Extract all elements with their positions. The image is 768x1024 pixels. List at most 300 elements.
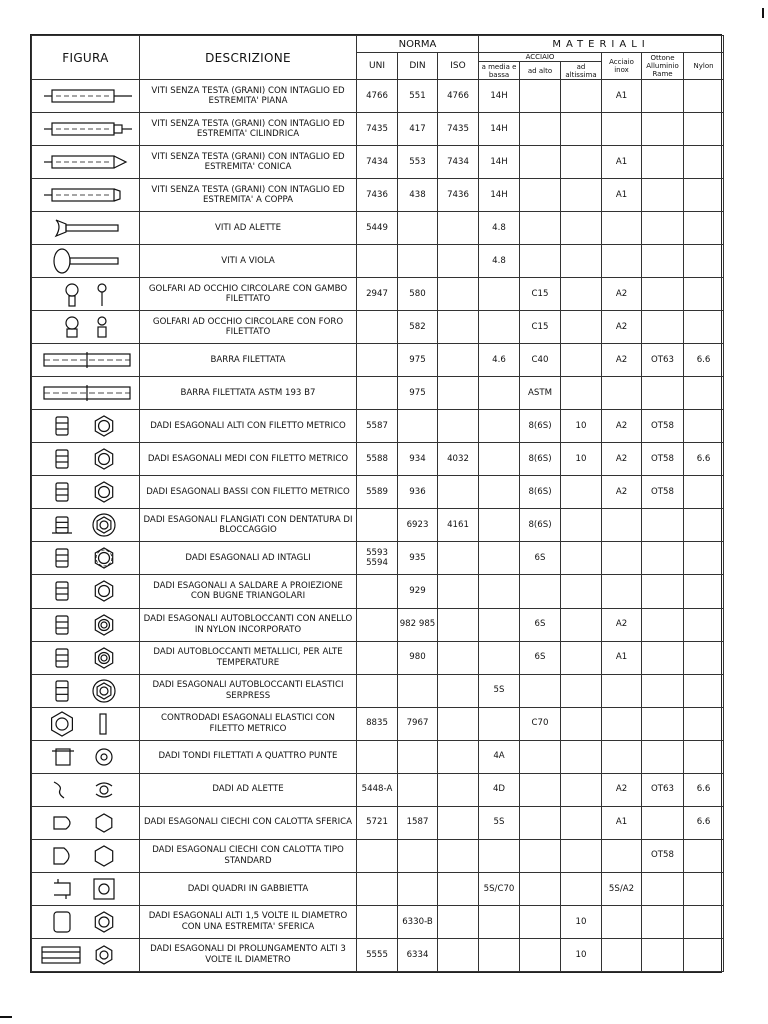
threaded-rod-icon	[36, 346, 136, 374]
alto-cell: ASTM	[520, 377, 561, 410]
table-row	[32, 707, 724, 740]
iso-cell	[438, 806, 479, 839]
alto-cell: 6S	[520, 542, 561, 575]
metal-lock-nut-icon	[36, 644, 136, 672]
header-descrizione: DESCRIZIONE	[140, 36, 357, 80]
media-cell	[479, 278, 520, 311]
table-row	[32, 377, 724, 410]
media-cell	[479, 542, 520, 575]
inox-cell: A2	[602, 443, 642, 476]
media-cell	[479, 905, 520, 938]
table-row	[32, 806, 724, 839]
alto-cell	[520, 179, 561, 212]
alto-cell: 8(6S)	[520, 410, 561, 443]
altissima-cell	[561, 377, 602, 410]
scan-edge-mark	[0, 1016, 12, 1018]
uni-cell: 7435	[357, 113, 398, 146]
din-cell: 7967	[398, 707, 438, 740]
header-din: DIN	[398, 53, 438, 80]
header-iso: ISO	[438, 53, 479, 80]
media-cell: 5S	[479, 674, 520, 707]
ottone-cell	[642, 872, 684, 905]
nylon-cell: 6.6	[684, 806, 724, 839]
alto-cell	[520, 212, 561, 245]
ottone-cell	[642, 707, 684, 740]
nylon-cell	[684, 575, 724, 608]
din-cell: 975	[398, 377, 438, 410]
din-cell: 6330-B	[398, 905, 438, 938]
din-cell	[398, 740, 438, 773]
uni-cell: 5587	[357, 410, 398, 443]
inox-cell: A2	[602, 278, 642, 311]
alto-cell	[520, 575, 561, 608]
table-row	[32, 905, 724, 938]
altissima-cell	[561, 80, 602, 113]
altissima-cell	[561, 608, 602, 641]
iso-cell	[438, 773, 479, 806]
iso-cell: 7434	[438, 146, 479, 179]
figure-cell	[32, 179, 140, 212]
description-cell: DADI ESAGONALI BASSI CON FILETTO METRICO	[140, 476, 357, 509]
alto-cell	[520, 80, 561, 113]
serpress-nut-icon	[36, 677, 136, 705]
table-row	[32, 410, 724, 443]
media-cell: 4.6	[479, 344, 520, 377]
iso-cell	[438, 839, 479, 872]
altissima-cell	[561, 707, 602, 740]
inox-cell	[602, 674, 642, 707]
media-cell: 4.8	[479, 245, 520, 278]
nylon-cell	[684, 542, 724, 575]
set-screw-cone-point-icon	[36, 148, 136, 176]
eye-nut-icon	[36, 313, 136, 341]
hex-nut-medium-icon	[36, 445, 136, 473]
inox-cell: A2	[602, 608, 642, 641]
description-cell: DADI ESAGONALI AUTOBLOCCANTI ELASTICI SERPRESS	[140, 674, 357, 707]
fastener-table-sheet	[30, 34, 722, 973]
figure-cell	[32, 542, 140, 575]
description-cell: VITI AD ALETTE	[140, 212, 357, 245]
media-cell	[479, 377, 520, 410]
scan-corner-mark	[762, 8, 764, 18]
uni-cell	[357, 509, 398, 542]
figure-cell	[32, 344, 140, 377]
ottone-cell	[642, 608, 684, 641]
altissima-cell: 10	[561, 938, 602, 971]
iso-cell	[438, 740, 479, 773]
description-cell: VITI SENZA TESTA (GRANI) CON INTAGLIO ED ESTREMITA' CONICA	[140, 146, 357, 179]
slotted-nut-icon	[36, 544, 136, 572]
table-row	[32, 509, 724, 542]
table-row	[32, 80, 724, 113]
alto-cell	[520, 839, 561, 872]
uni-cell: 2947	[357, 278, 398, 311]
iso-cell	[438, 872, 479, 905]
alto-cell	[520, 113, 561, 146]
description-cell: DADI AD ALETTE	[140, 773, 357, 806]
ottone-cell: OT58	[642, 476, 684, 509]
figure-cell	[32, 509, 140, 542]
iso-cell	[438, 575, 479, 608]
inox-cell: A2	[602, 410, 642, 443]
uni-cell	[357, 641, 398, 674]
inox-cell	[602, 938, 642, 971]
media-cell: 14H	[479, 80, 520, 113]
figure-cell	[32, 410, 140, 443]
din-cell: 929	[398, 575, 438, 608]
altissima-cell: 10	[561, 443, 602, 476]
uni-cell	[357, 311, 398, 344]
altissima-cell: 10	[561, 905, 602, 938]
figure-cell	[32, 377, 140, 410]
media-cell	[479, 575, 520, 608]
ottone-cell	[642, 575, 684, 608]
din-cell: 980	[398, 641, 438, 674]
iso-cell: 7436	[438, 179, 479, 212]
header-altissima: ad altissima	[561, 62, 602, 80]
media-cell: 14H	[479, 146, 520, 179]
header-acciaio-inox: Acciaio inox	[602, 53, 642, 80]
ottone-cell	[642, 311, 684, 344]
uni-cell: 5721	[357, 806, 398, 839]
inox-cell: 5S/A2	[602, 872, 642, 905]
media-cell: 4.8	[479, 212, 520, 245]
alto-cell: 8(6S)	[520, 476, 561, 509]
fastener-table	[31, 35, 724, 972]
uni-cell	[357, 872, 398, 905]
inox-cell: A1	[602, 806, 642, 839]
figure-cell	[32, 905, 140, 938]
inox-cell: A1	[602, 80, 642, 113]
table-row	[32, 146, 724, 179]
table-row	[32, 641, 724, 674]
din-cell: 438	[398, 179, 438, 212]
altissima-cell	[561, 245, 602, 278]
altissima-cell: 10	[561, 410, 602, 443]
set-screw-flat-icon	[36, 82, 136, 110]
header-uni: UNI	[357, 53, 398, 80]
media-cell	[479, 641, 520, 674]
media-cell	[479, 938, 520, 971]
header-acciaio: ACCIAIO	[479, 53, 602, 62]
uni-cell	[357, 839, 398, 872]
ottone-cell: OT58	[642, 410, 684, 443]
ottone-cell	[642, 212, 684, 245]
ottone-cell	[642, 146, 684, 179]
nylon-cell	[684, 80, 724, 113]
description-cell: BARRA FILETTATA	[140, 344, 357, 377]
altissima-cell	[561, 212, 602, 245]
figure-cell	[32, 641, 140, 674]
din-cell: 1587	[398, 806, 438, 839]
alto-cell	[520, 146, 561, 179]
uni-cell	[357, 575, 398, 608]
table-row	[32, 608, 724, 641]
media-cell	[479, 410, 520, 443]
figure-cell	[32, 476, 140, 509]
inox-cell	[602, 212, 642, 245]
figure-cell	[32, 443, 140, 476]
description-cell: VITI SENZA TESTA (GRANI) CON INTAGLIO ED ESTREMITA' PIANA	[140, 80, 357, 113]
table-row	[32, 740, 724, 773]
media-cell: 5S/C70	[479, 872, 520, 905]
ottone-cell	[642, 377, 684, 410]
uni-cell	[357, 245, 398, 278]
nylon-cell	[684, 410, 724, 443]
iso-cell: 4766	[438, 80, 479, 113]
table-row	[32, 773, 724, 806]
nylon-cell	[684, 839, 724, 872]
alto-cell: 8(6S)	[520, 443, 561, 476]
alto-cell	[520, 806, 561, 839]
header-figura: FIGURA	[32, 36, 140, 80]
nylon-cell: 6.6	[684, 773, 724, 806]
set-screw-dog-point-icon	[36, 115, 136, 143]
din-cell: 580	[398, 278, 438, 311]
thumb-screw-icon	[36, 247, 136, 275]
description-cell: DADI ESAGONALI FLANGIATI CON DENTATURA DI BLOCCAGGIO	[140, 509, 357, 542]
ottone-cell	[642, 905, 684, 938]
din-cell: 6334	[398, 938, 438, 971]
table-row	[32, 938, 724, 971]
ottone-cell: OT58	[642, 443, 684, 476]
cage-nut-icon	[36, 875, 136, 903]
nylon-cell	[684, 212, 724, 245]
table-row	[32, 575, 724, 608]
iso-cell	[438, 641, 479, 674]
set-screw-cup-point-icon	[36, 181, 136, 209]
inox-cell	[602, 542, 642, 575]
header-materiali: MATERIALI	[479, 36, 724, 53]
din-cell: 6923	[398, 509, 438, 542]
table-row	[32, 113, 724, 146]
ottone-cell	[642, 641, 684, 674]
altissima-cell	[561, 113, 602, 146]
description-cell: DADI ESAGONALI AUTOBLOCCANTI CON ANELLO IN NYLON INCORPORATO	[140, 608, 357, 641]
table-row	[32, 674, 724, 707]
iso-cell	[438, 245, 479, 278]
description-cell: DADI ESAGONALI DI PROLUNGAMENTO ALTI 3 VOLTE IL DIAMETRO	[140, 938, 357, 971]
iso-cell: 4032	[438, 443, 479, 476]
threaded-rod-astm-icon	[36, 379, 136, 407]
description-cell: DADI ESAGONALI ALTI 1,5 VOLTE IL DIAMETRO CON UNA ESTREMITA' SFERICA	[140, 905, 357, 938]
description-cell: BARRA FILETTATA ASTM 193 B7	[140, 377, 357, 410]
media-cell	[479, 443, 520, 476]
alto-cell: C40	[520, 344, 561, 377]
altissima-cell	[561, 740, 602, 773]
alto-cell: C15	[520, 278, 561, 311]
iso-cell	[438, 377, 479, 410]
inox-cell	[602, 839, 642, 872]
altissima-cell	[561, 344, 602, 377]
altissima-cell	[561, 542, 602, 575]
iso-cell	[438, 674, 479, 707]
alto-cell	[520, 245, 561, 278]
din-cell	[398, 674, 438, 707]
figure-cell	[32, 872, 140, 905]
media-cell	[479, 311, 520, 344]
figure-cell	[32, 278, 140, 311]
figure-cell	[32, 311, 140, 344]
inox-cell	[602, 707, 642, 740]
inox-cell	[602, 245, 642, 278]
alto-cell: 8(6S)	[520, 509, 561, 542]
din-cell: 935	[398, 542, 438, 575]
altissima-cell	[561, 674, 602, 707]
eye-bolt-icon	[36, 280, 136, 308]
ottone-cell	[642, 278, 684, 311]
figure-cell	[32, 806, 140, 839]
description-cell: DADI ESAGONALI CIECHI CON CALOTTA TIPO STANDARD	[140, 839, 357, 872]
description-cell: DADI ESAGONALI ALTI CON FILETTO METRICO	[140, 410, 357, 443]
iso-cell	[438, 707, 479, 740]
uni-cell	[357, 740, 398, 773]
iso-cell: 7435	[438, 113, 479, 146]
flange-nut-icon	[36, 511, 136, 539]
iso-cell	[438, 344, 479, 377]
weld-nut-icon	[36, 577, 136, 605]
figure-cell	[32, 773, 140, 806]
alto-cell	[520, 905, 561, 938]
uni-cell: 5593 5594	[357, 542, 398, 575]
iso-cell: 4161	[438, 509, 479, 542]
iso-cell	[438, 542, 479, 575]
description-cell: CONTRODADI ESAGONALI ELASTICI CON FILETTO METRICO	[140, 707, 357, 740]
uni-cell: 5588	[357, 443, 398, 476]
altissima-cell	[561, 641, 602, 674]
header-nylon: Nylon	[684, 53, 724, 80]
alto-cell: 6S	[520, 608, 561, 641]
din-cell	[398, 245, 438, 278]
uni-cell	[357, 905, 398, 938]
table-row	[32, 443, 724, 476]
nylon-cell: 6.6	[684, 443, 724, 476]
iso-cell	[438, 410, 479, 443]
ottone-cell: OT63	[642, 773, 684, 806]
table-row	[32, 245, 724, 278]
altissima-cell	[561, 476, 602, 509]
altissima-cell	[561, 773, 602, 806]
figure-cell	[32, 245, 140, 278]
description-cell: VITI SENZA TESTA (GRANI) CON INTAGLIO ED ESTREMITA' CILINDRICA	[140, 113, 357, 146]
din-cell: 975	[398, 344, 438, 377]
figure-cell	[32, 674, 140, 707]
altissima-cell	[561, 872, 602, 905]
din-cell: 553	[398, 146, 438, 179]
altissima-cell	[561, 278, 602, 311]
nylon-cell	[684, 641, 724, 674]
alto-cell	[520, 773, 561, 806]
ottone-cell: OT58	[642, 839, 684, 872]
media-cell	[479, 476, 520, 509]
altissima-cell	[561, 179, 602, 212]
figure-cell	[32, 113, 140, 146]
alto-cell: 6S	[520, 641, 561, 674]
altissima-cell	[561, 509, 602, 542]
figure-cell	[32, 707, 140, 740]
uni-cell	[357, 377, 398, 410]
inox-cell	[602, 905, 642, 938]
inox-cell	[602, 377, 642, 410]
figure-cell	[32, 575, 140, 608]
table-row	[32, 542, 724, 575]
acorn-nut-standard-icon	[36, 842, 136, 870]
header-alto: ad alto	[520, 62, 561, 80]
inox-cell: A2	[602, 344, 642, 377]
figure-cell	[32, 146, 140, 179]
ottone-cell	[642, 80, 684, 113]
alto-cell	[520, 938, 561, 971]
nylon-cell	[684, 146, 724, 179]
iso-cell	[438, 608, 479, 641]
nylon-cell	[684, 707, 724, 740]
media-cell	[479, 509, 520, 542]
table-row	[32, 344, 724, 377]
inox-cell	[602, 509, 642, 542]
ottone-cell	[642, 179, 684, 212]
figure-cell	[32, 740, 140, 773]
uni-cell: 8835	[357, 707, 398, 740]
description-cell: VITI A VIOLA	[140, 245, 357, 278]
nylon-cell	[684, 476, 724, 509]
header-media-bassa: a media e bassa	[479, 62, 520, 80]
altissima-cell	[561, 311, 602, 344]
media-cell: 14H	[479, 179, 520, 212]
nylon-cell	[684, 905, 724, 938]
nylon-lock-nut-icon	[36, 611, 136, 639]
media-cell: 4D	[479, 773, 520, 806]
media-cell: 14H	[479, 113, 520, 146]
nylon-cell	[684, 674, 724, 707]
iso-cell	[438, 905, 479, 938]
acorn-nut-icon	[36, 809, 136, 837]
nylon-cell	[684, 179, 724, 212]
ottone-cell	[642, 509, 684, 542]
alto-cell: C70	[520, 707, 561, 740]
din-cell	[398, 212, 438, 245]
description-cell: DADI ESAGONALI A SALDARE A PROIEZIONE CON BUGNE TRIANGOLARI	[140, 575, 357, 608]
wing-nut-icon	[36, 776, 136, 804]
hex-nut-thin-icon	[36, 478, 136, 506]
table-row	[32, 872, 724, 905]
inox-cell	[602, 740, 642, 773]
nylon-cell	[684, 311, 724, 344]
description-cell: DADI ESAGONALI MEDI CON FILETTO METRICO	[140, 443, 357, 476]
table-row	[32, 839, 724, 872]
table-row	[32, 311, 724, 344]
uni-cell	[357, 674, 398, 707]
inox-cell: A1	[602, 146, 642, 179]
header-norma: NORMA	[357, 36, 479, 53]
uni-cell: 7434	[357, 146, 398, 179]
coupling-nut-icon	[36, 941, 136, 969]
figure-cell	[32, 839, 140, 872]
inox-cell	[602, 575, 642, 608]
din-cell: 417	[398, 113, 438, 146]
ottone-cell	[642, 938, 684, 971]
altissima-cell	[561, 575, 602, 608]
alto-cell	[520, 674, 561, 707]
iso-cell	[438, 311, 479, 344]
iso-cell	[438, 212, 479, 245]
high-hex-nut-spherical-icon	[36, 908, 136, 936]
inox-cell: A1	[602, 179, 642, 212]
uni-cell: 5555	[357, 938, 398, 971]
din-cell: 936	[398, 476, 438, 509]
media-cell	[479, 839, 520, 872]
figure-cell	[32, 608, 140, 641]
din-cell	[398, 773, 438, 806]
